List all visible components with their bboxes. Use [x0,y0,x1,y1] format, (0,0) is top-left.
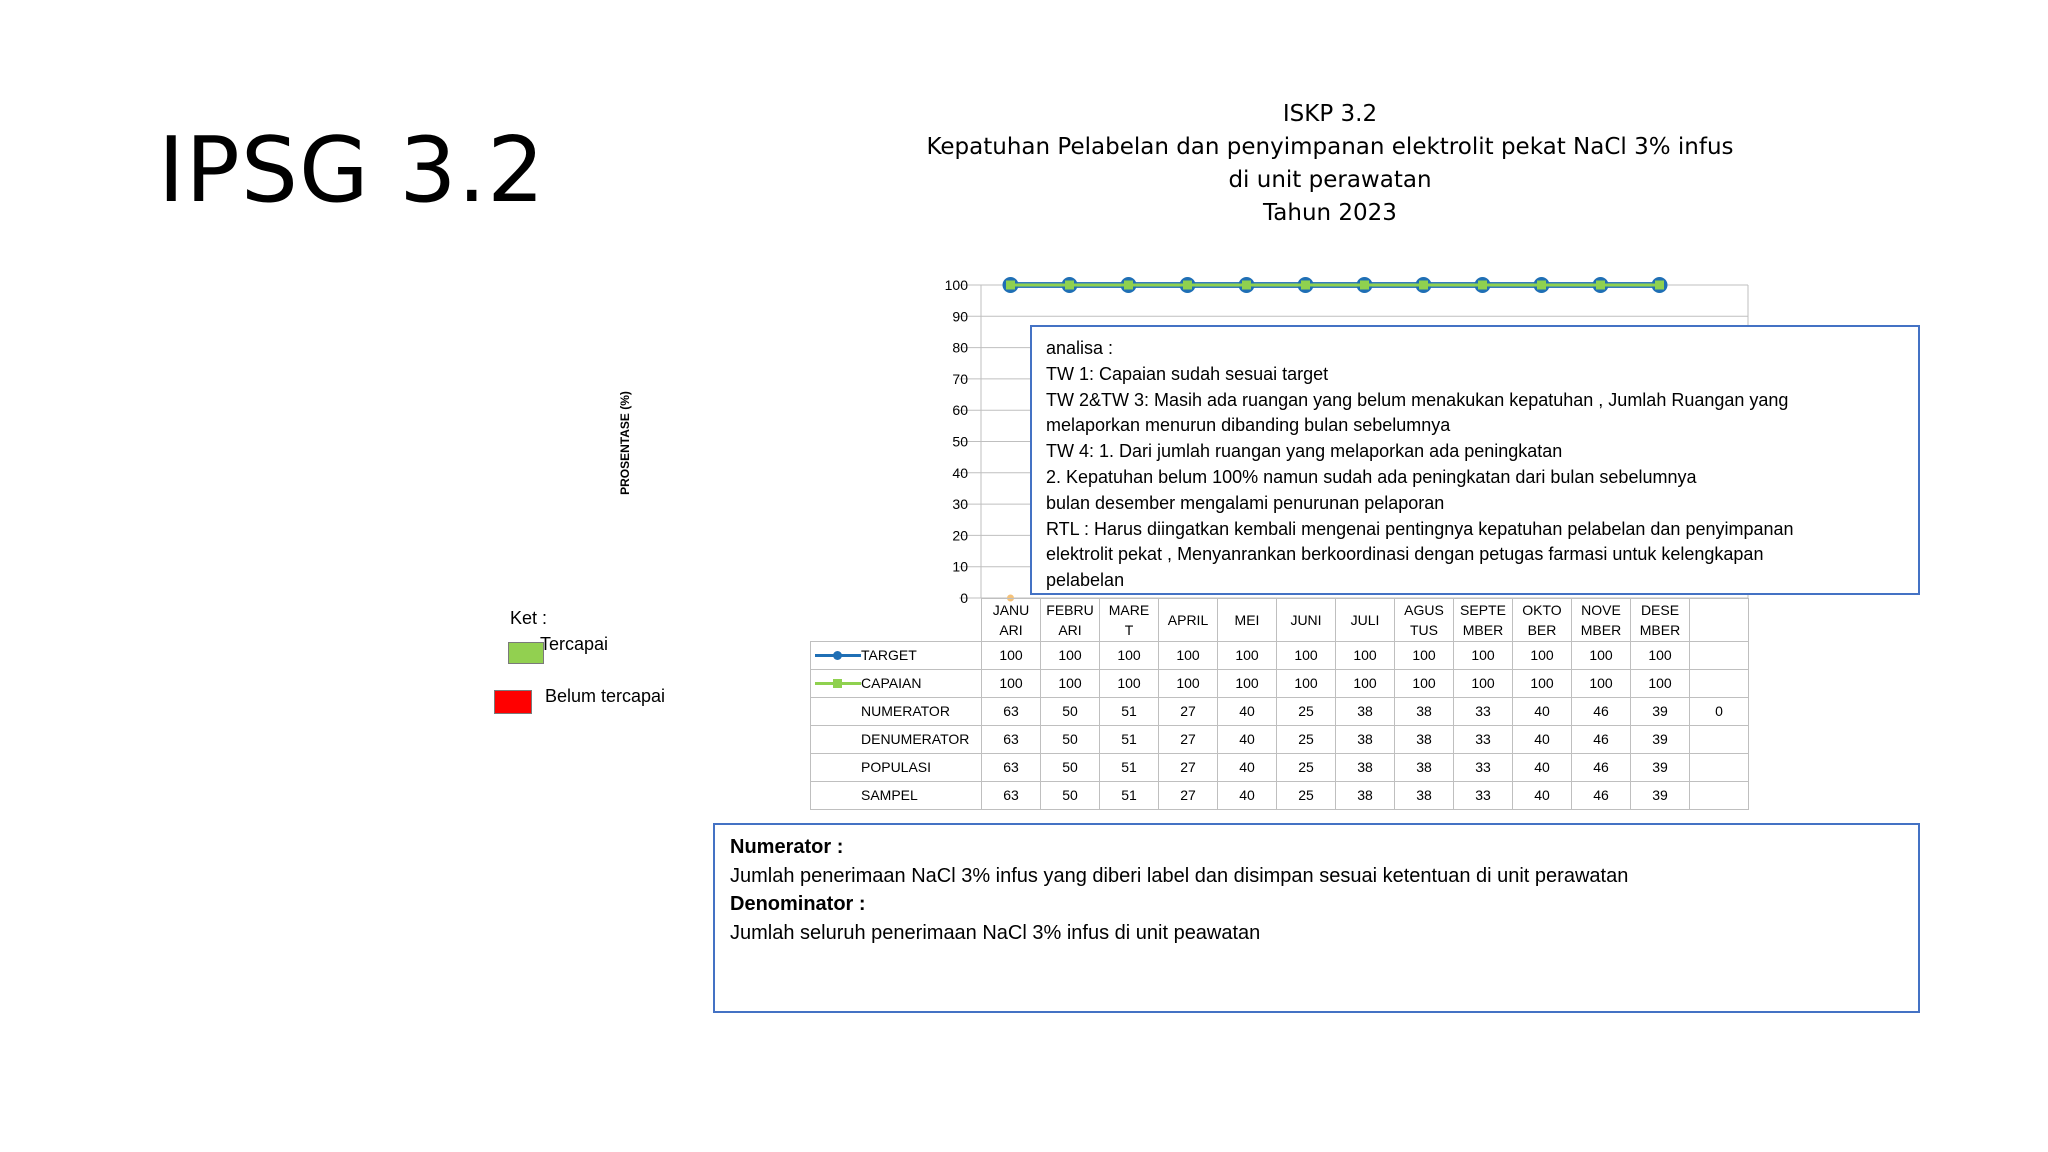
table-cell: 27 [1159,698,1218,726]
table-cell: 100 [1631,642,1690,670]
table-cell: 100 [1513,642,1572,670]
category-label: DESE MBER [1631,599,1690,642]
analysis-line: TW 1: Capaian sudah sesuai target [1046,363,1329,384]
table-cell: 50 [1041,726,1100,754]
table-cell: 38 [1336,726,1395,754]
table-cell: 100 [1336,670,1395,698]
table-cell: 51 [1100,726,1159,754]
table-cell: 33 [1454,726,1513,754]
table-cell: 40 [1218,726,1277,754]
table-cell: 46 [1572,698,1631,726]
table-cell: 100 [1100,642,1159,670]
series-point-capaian [1596,281,1605,290]
table-cell: 38 [1395,754,1454,782]
table-cell: 38 [1336,782,1395,810]
table-cell [1690,642,1749,670]
table-cell: 51 [1100,754,1159,782]
table-cell: 100 [1454,642,1513,670]
table-cell: 40 [1218,782,1277,810]
table-row [811,642,1749,670]
table-cell: 38 [1336,754,1395,782]
table-cell: 51 [1100,698,1159,726]
denominator-label: Denominator : [730,893,866,915]
table-cell: 100 [982,642,1041,670]
numerator-label: Numerator : [730,836,844,858]
series-point-capaian [1065,281,1074,290]
series-point-capaian [1006,281,1015,290]
table-cell: 39 [1631,782,1690,810]
data-table [810,598,1749,810]
table-cell: 51 [1100,782,1159,810]
table-cell: 39 [1631,698,1690,726]
table-cell: 0 [1690,698,1749,726]
table-cell: 46 [1572,754,1631,782]
category-label: JUNI [1277,599,1336,642]
table-header-row [811,599,1749,642]
y-tick-label: 90 [952,308,968,325]
y-tick-label: 40 [952,464,968,481]
series-point-capaian [1537,281,1546,290]
legend-label-belum-tercapai: Belum tercapai [545,686,666,706]
analysis-line: melaporkan menurun dibanding bulan sebelumnya [1046,415,1451,436]
chart-title-line: di unit perawatan [1228,167,1432,193]
chart-title-line: Kepatuhan Pelabelan dan penyimpanan elektrolit pekat NaCl 3% infus [926,134,1734,160]
table-cell: 100 [1041,642,1100,670]
y-tick-label: 0 [960,590,968,606]
series-key-marker [833,679,842,688]
table-cell: 39 [1631,754,1690,782]
table-cell: 38 [1395,698,1454,726]
table-cell: 33 [1454,782,1513,810]
category-label: SEPTE MBER [1454,599,1513,642]
series-point-capaian [1183,281,1192,290]
y-tick-label: 70 [952,370,968,387]
legend-label-tercapai: Tercapai [540,634,609,654]
table-cell [1690,670,1749,698]
y-tick-label: 80 [952,339,968,356]
table-row [811,726,1749,754]
table-cell: 63 [982,698,1041,726]
legend-swatch-belum-tercapai [494,690,532,714]
table-cell: 100 [1277,642,1336,670]
category-label: MARE T [1100,599,1159,642]
y-tick-label: 10 [952,558,968,575]
table-cell: 46 [1572,782,1631,810]
table-cell: 100 [1218,642,1277,670]
series-point-capaian [1242,281,1251,290]
table-cell: 38 [1395,782,1454,810]
chart-title-line: ISKP 3.2 [1282,101,1378,127]
table-cell: 27 [1159,754,1218,782]
analysis-line: elektrolit pekat , Menyanrankan berkoordinasi dengan petugas farmasi untuk kelengkapan [1046,544,1764,565]
table-cell: 100 [1631,670,1690,698]
table-cell: 40 [1513,782,1572,810]
row-label: DENUMERATOR [811,726,982,754]
table-cell: 40 [1218,754,1277,782]
table-row [811,754,1749,782]
chart-title-line: Tahun 2023 [1263,200,1397,226]
table-cell: 40 [1218,698,1277,726]
category-label: OKTO BER [1513,599,1572,642]
series-point-capaian [1419,281,1428,290]
table-cell: 25 [1277,726,1336,754]
table-cell [1690,726,1749,754]
numerator-text: Jumlah penerimaan NaCl 3% infus yang diberi label dan disimpan sesuai ketentuan di unit perawatan [730,864,1629,887]
analysis-line: TW 2&TW 3: Masih ada ruangan yang belum menakukan kepatuhan , Jumlah Ruangan yang [1046,389,1789,410]
table-cell: 100 [982,670,1041,698]
table-cell: 39 [1631,726,1690,754]
category-label: MEI [1218,599,1277,642]
y-axis-label: PROSENTASE (%) [618,391,632,495]
category-label: JULI [1336,599,1395,642]
table-cell: 100 [1454,670,1513,698]
category-label: NOVE MBER [1572,599,1631,642]
table-cell: 33 [1454,698,1513,726]
series-point-capaian [1360,281,1369,290]
table-cell: 100 [1159,670,1218,698]
table-cell: 40 [1513,754,1572,782]
row-label: SAMPEL [811,782,982,810]
legend-title: Ket : [510,608,548,628]
table-cell: 38 [1395,726,1454,754]
series-key-capaian [815,682,861,685]
analysis-line: bulan desember mengalami penurunan pelaporan [1046,492,1445,513]
table-cell: 25 [1277,754,1336,782]
category-label: APRIL [1159,599,1218,642]
row-label: POPULASI [811,754,982,782]
table-cell: 27 [1159,726,1218,754]
y-tick-label: 100 [944,277,968,293]
analysis-line: RTL : Harus diingatkan kembali mengenai pentingnya kepatuhan pelabelan dan penyimpanan [1046,518,1794,539]
table-row [811,670,1749,698]
table-corner-cell [811,599,982,642]
table-row [811,782,1749,810]
row-label: CAPAIAN [811,670,982,698]
table-cell: 100 [1395,642,1454,670]
y-tick-label: 60 [952,402,968,419]
table-cell: 63 [982,726,1041,754]
category-label: AGUS TUS [1395,599,1454,642]
table-cell [1690,782,1749,810]
table-cell: 100 [1159,642,1218,670]
analysis-line: analisa : [1046,338,1114,358]
table-cell: 100 [1100,670,1159,698]
table-cell: 63 [982,782,1041,810]
table-cell: 100 [1395,670,1454,698]
table-cell: 38 [1336,698,1395,726]
series-point-capaian [1301,281,1310,290]
table-cell: 40 [1513,698,1572,726]
table-cell: 63 [982,754,1041,782]
y-tick-label: 20 [952,527,968,544]
analysis-line: 2. Kepatuhan belum 100% namun sudah ada peningkatan dari bulan sebelumnya [1046,466,1697,487]
series-point-capaian [1478,281,1487,290]
denominator-text: Jumlah seluruh penerimaan NaCl 3% infus di unit peawatan [730,921,1261,944]
category-label: FEBRU ARI [1041,599,1100,642]
series-point-capaian [1124,281,1133,290]
analysis-box [1030,325,1920,595]
row-label: NUMERATOR [811,698,982,726]
table-cell [1690,754,1749,782]
series-key-target [815,654,861,657]
table-cell: 100 [1041,670,1100,698]
y-tick-label: 30 [952,496,968,513]
definition-box [713,823,1920,1013]
analysis-line: TW 4: 1. Dari jumlah ruangan yang melaporkan ada peningkatan [1046,441,1563,462]
analysis-line: pelabelan [1046,570,1125,591]
table-cell: 100 [1336,642,1395,670]
table-cell: 100 [1513,670,1572,698]
table-cell: 50 [1041,754,1100,782]
table-cell: 100 [1218,670,1277,698]
table-cell: 40 [1513,726,1572,754]
legend-swatch-tercapai [508,642,544,664]
table-cell: 25 [1277,782,1336,810]
table-cell: 25 [1277,698,1336,726]
table-cell: 46 [1572,726,1631,754]
table-cell: 50 [1041,782,1100,810]
table-cell: 27 [1159,782,1218,810]
series-key-marker [833,651,842,660]
category-label: JANU ARI [982,599,1041,642]
category-label-empty [1690,599,1749,642]
table-cell: 100 [1572,642,1631,670]
y-tick-label: 50 [952,433,968,450]
series-point-capaian [1655,281,1664,290]
table-cell: 33 [1454,754,1513,782]
table-cell: 100 [1572,670,1631,698]
slide-title: IPSG 3.2 [158,118,546,223]
row-label: TARGET [811,642,982,670]
table-cell: 50 [1041,698,1100,726]
table-cell: 100 [1277,670,1336,698]
table-row [811,698,1749,726]
